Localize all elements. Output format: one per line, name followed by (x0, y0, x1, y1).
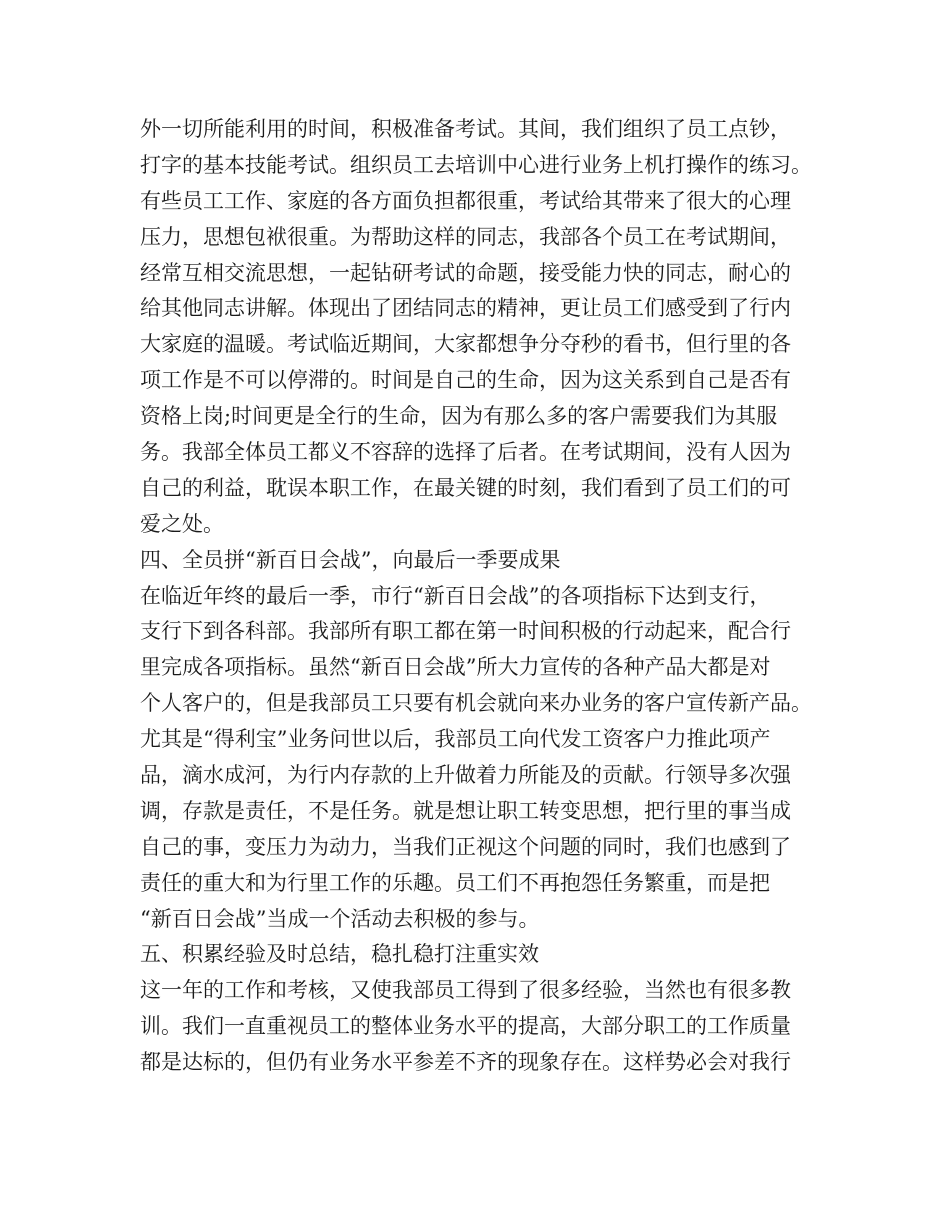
text-line: 支行下到各科部。我部所有职工都在第一时间积极的行动起来，配合行 (140, 619, 791, 644)
text-line: 调，存款是责任，不是任务。就是想让职工转变思想，把行里的事当成 (140, 798, 791, 823)
text-line: 责任的重大和为行里工作的乐趣。员工们不再抱怨任务繁重，而是把 (140, 870, 770, 895)
text-line: 打字的基本技能考试。组织员工去培训中心进行业务上机打操作的练习。 (140, 152, 812, 177)
text-line: 外一切所能利用的时间，积极准备考试。其间，我们组织了员工点钞， (140, 117, 791, 141)
text-line: 这一年的工作和考核，又使我部员工得到了很多经验，当然也有很多教 (140, 978, 791, 1003)
text-line: 务。我部全体员工都义不容辞的选择了后者。在考试期间，没有人因为 (140, 440, 791, 465)
text-line: 个人客户的，但是我部员工只要有机会就向来办业务的客户宣传新产品。 (140, 691, 812, 716)
body-text (140, 112, 830, 1081)
text-line: “新百日会战”当成一个活动去积极的参与。 (140, 906, 540, 931)
text-line: 品，滴水成河，为行内存款的上升做着力所能及的贡献。行领导多次强 (140, 763, 791, 788)
text-line: 自己的事，变压力为动力，当我们正视这个问题的同时，我们也感到了 (140, 834, 791, 859)
text-line: 在临近年终的最后一季，市行“新百日会战”的各项指标下达到支行， (140, 583, 771, 608)
text-line: 自己的利益，耽误本职工作，在最关键的时刻，我们看到了员工们的可 (140, 475, 791, 500)
text-line: 给其他同志讲解。体现出了团结同志的精神，更让员工们感受到了行内 (140, 296, 791, 321)
text-line: 爱之处。 (140, 511, 224, 536)
text-line: 里完成各项指标。虽然“新百日会战”所大力宣传的各种产品大都是对 (140, 655, 771, 680)
section-heading: 五、积累经验及时总结，稳扎稳打注重实效 (140, 942, 539, 967)
text-line: 训。我们一直重视员工的整体业务水平的提高，大部分职工的工作质量 (140, 1014, 791, 1039)
text-line: 有些员工工作、家庭的各方面负担都很重，考试给其带来了很大的心理 (140, 188, 791, 213)
text-line: 大家庭的温暖。考试临近期间，大家都想争分夺秒的看书，但行里的各 (140, 332, 791, 357)
text-line: 尤其是“得利宝”业务问世以后，我部员工向代发工资客户力推此项产 (140, 727, 771, 752)
text-line: 经常互相交流思想，一起钻研考试的命题，接受能力快的同志，耐心的 (140, 260, 791, 285)
text-line: 都是达标的，但仍有业务水平参差不齐的现象存在。这样势必会对我行 (140, 1050, 791, 1075)
text-line: 项工作是不可以停滞的。时间是自己的生命，因为这关系到自己是否有 (140, 368, 791, 393)
text-line: 资格上岗;时间更是全行的生命，因为有那么多的客户需要我们为其服 (140, 404, 778, 429)
section-heading: 四、全员拼“新百日会战”，向最后一季要成果 (140, 547, 561, 572)
text-line: 压力，思想包袱很重。为帮助这样的同志，我部各个员工在考试期间， (140, 224, 791, 249)
